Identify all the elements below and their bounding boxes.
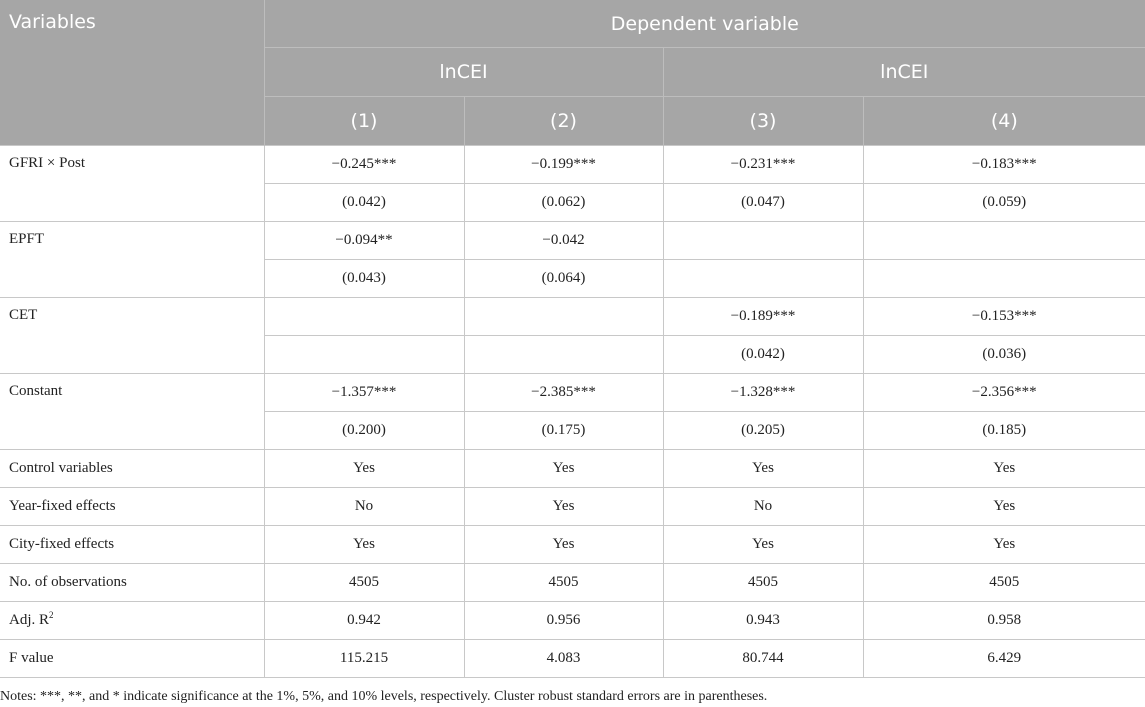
- se-cell: (0.047): [663, 184, 863, 222]
- coef-cell: −0.094**: [264, 222, 464, 260]
- column-header-1: (1): [264, 97, 464, 146]
- group-header-2: lnCEI: [663, 48, 1145, 97]
- coef-cell: −2.356***: [863, 374, 1145, 412]
- table-row: [0, 526, 1145, 564]
- stat-cell: 0.942: [264, 602, 464, 640]
- row-label: Control variables: [0, 450, 264, 488]
- dependent-variable-header: Dependent variable: [264, 0, 1145, 48]
- table-header: [0, 0, 1145, 146]
- table-row: [0, 298, 1145, 336]
- se-cell: [464, 336, 663, 374]
- coef-cell: −0.189***: [663, 298, 863, 336]
- stat-cell: 0.956: [464, 602, 663, 640]
- se-cell: [264, 336, 464, 374]
- stat-cell: 6.429: [863, 640, 1145, 678]
- table-row: [0, 640, 1145, 678]
- coef-cell: −0.183***: [863, 146, 1145, 184]
- stat-cell: Yes: [863, 488, 1145, 526]
- stat-cell: 0.943: [663, 602, 863, 640]
- se-cell: (0.042): [663, 336, 863, 374]
- coef-cell: −1.357***: [264, 374, 464, 412]
- coef-cell: −0.245***: [264, 146, 464, 184]
- coef-cell: [464, 298, 663, 336]
- table-row: [0, 564, 1145, 602]
- se-cell: (0.200): [264, 412, 464, 450]
- table-row: [0, 374, 1145, 412]
- group-header-1: lnCEI: [264, 48, 663, 97]
- column-header-4: (4): [863, 97, 1145, 146]
- stat-cell: Yes: [264, 526, 464, 564]
- se-cell: (0.064): [464, 260, 663, 298]
- stat-cell: 4505: [264, 564, 464, 602]
- coef-cell: −0.199***: [464, 146, 663, 184]
- row-label: [0, 602, 264, 640]
- column-header-3: (3): [663, 97, 863, 146]
- se-cell: (0.062): [464, 184, 663, 222]
- row-label: Constant: [0, 374, 264, 450]
- se-cell: [863, 260, 1145, 298]
- table-row: [0, 602, 1145, 640]
- stat-cell: Yes: [663, 450, 863, 488]
- row-label: EPFT: [0, 222, 264, 298]
- row-label: GFRI × Post: [0, 146, 264, 222]
- coef-cell: −0.042: [464, 222, 663, 260]
- stat-cell: Yes: [863, 526, 1145, 564]
- row-label: Year-fixed effects: [0, 488, 264, 526]
- row-label: No. of observations: [0, 564, 264, 602]
- stat-cell: Yes: [464, 526, 663, 564]
- se-cell: (0.059): [863, 184, 1145, 222]
- stat-cell: Yes: [663, 526, 863, 564]
- superscript: 2: [49, 610, 54, 620]
- stat-cell: Yes: [264, 450, 464, 488]
- table-notes: Notes: ***, **, and * indicate significance at the 1%, 5%, and 10% levels, respectively. Cluster robust standard errors are in parentheses.: [0, 689, 768, 704]
- coef-cell: [663, 222, 863, 260]
- table-row: [0, 146, 1145, 184]
- coef-cell: [863, 222, 1145, 260]
- stat-cell: 0.958: [863, 602, 1145, 640]
- stat-cell: 4505: [863, 564, 1145, 602]
- se-cell: (0.175): [464, 412, 663, 450]
- table-row: [0, 488, 1145, 526]
- variables-header: Variables: [0, 0, 264, 146]
- coef-cell: −0.153***: [863, 298, 1145, 336]
- stat-cell: Yes: [464, 450, 663, 488]
- se-cell: (0.185): [863, 412, 1145, 450]
- se-cell: (0.043): [264, 260, 464, 298]
- adj-r2-label: Adj. R: [9, 612, 50, 628]
- coef-cell: [264, 298, 464, 336]
- coef-cell: −1.328***: [663, 374, 863, 412]
- se-cell: (0.036): [863, 336, 1145, 374]
- coef-cell: −2.385***: [464, 374, 663, 412]
- table-row: [0, 222, 1145, 260]
- row-label: CET: [0, 298, 264, 374]
- stat-cell: 4.083: [464, 640, 663, 678]
- stat-cell: 115.215: [264, 640, 464, 678]
- stat-cell: No: [663, 488, 863, 526]
- se-cell: (0.042): [264, 184, 464, 222]
- stat-cell: 4505: [464, 564, 663, 602]
- stat-cell: No: [264, 488, 464, 526]
- se-cell: (0.205): [663, 412, 863, 450]
- se-cell: [663, 260, 863, 298]
- stat-cell: 80.744: [663, 640, 863, 678]
- coef-cell: −0.231***: [663, 146, 863, 184]
- stat-cell: Yes: [863, 450, 1145, 488]
- column-header-2: (2): [464, 97, 663, 146]
- stat-cell: 4505: [663, 564, 863, 602]
- stat-cell: Yes: [464, 488, 663, 526]
- table-body: [0, 146, 1145, 678]
- table-row: [0, 450, 1145, 488]
- row-label: City-fixed effects: [0, 526, 264, 564]
- row-label: F value: [0, 640, 264, 678]
